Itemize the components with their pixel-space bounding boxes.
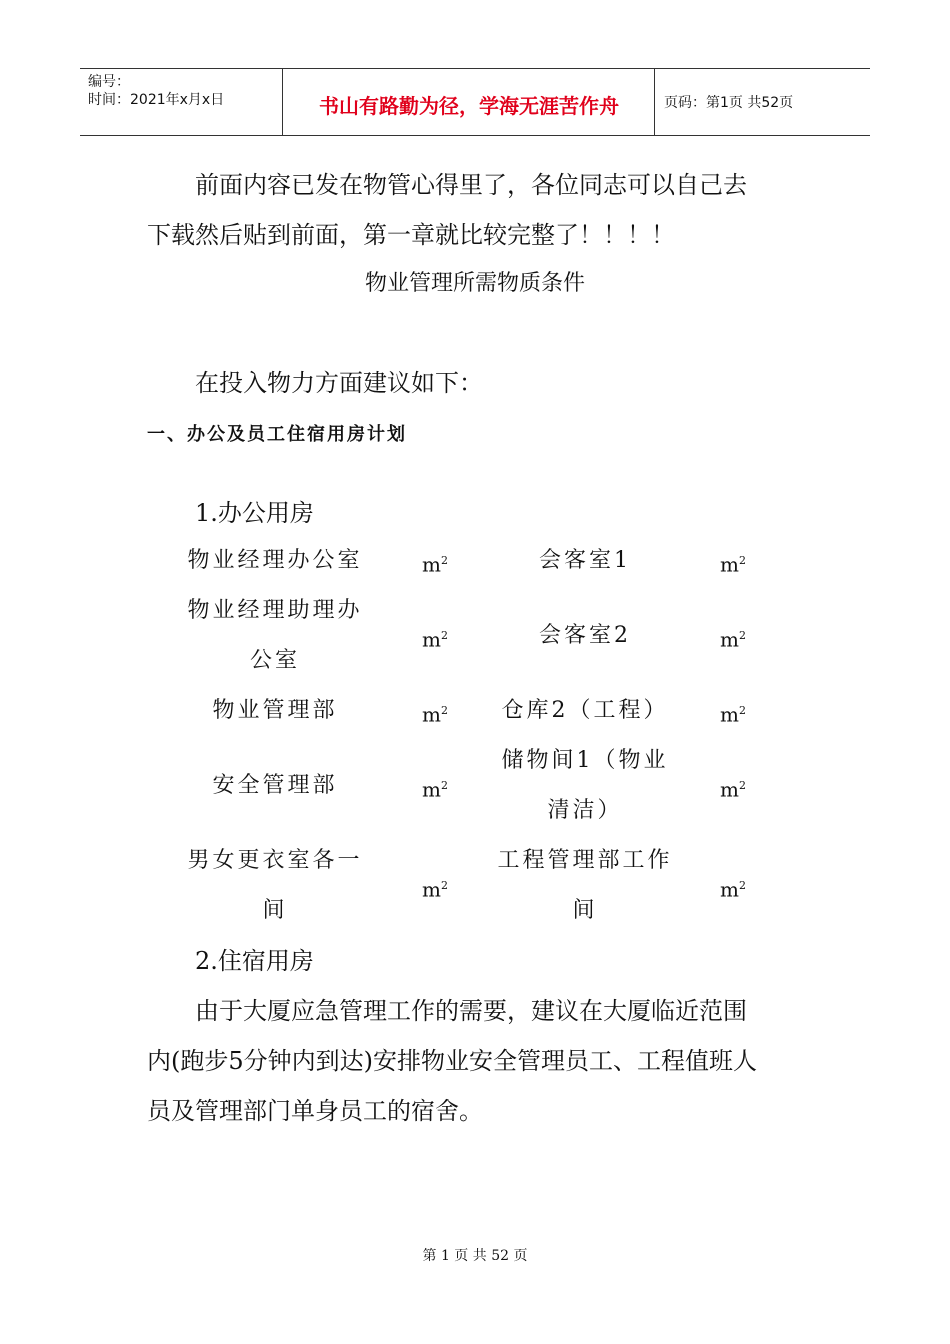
- office-room-name: 仓库2（工程）: [501, 698, 669, 723]
- area-unit: $m^2$: [720, 552, 746, 577]
- page-title: 物业管理所需物质条件: [364, 271, 585, 296]
- header-motto: 书山有路勤为径，学海无涯苦作舟: [319, 94, 619, 118]
- office-room-name: 储物间1（物业 清洁）: [501, 748, 669, 823]
- page-footer: 第 1 页 共 52 页: [422, 1248, 528, 1264]
- office-room-name: 物业经理助理办 公室: [187, 598, 363, 673]
- area-unit: $m^2$: [422, 552, 448, 577]
- intro-line-2: 下载然后贴到前面，第一章就比较完整了！！！！: [147, 221, 675, 249]
- office-room-name: 会客室2: [539, 623, 631, 648]
- document-time-label: 时间：2021年x月x日: [88, 92, 225, 108]
- area-unit: $m^2$: [720, 777, 746, 802]
- page-header: [80, 68, 870, 136]
- dorm-heading: 2.住宿用房: [195, 947, 314, 975]
- area-unit: $m^2$: [720, 702, 746, 727]
- area-unit: $m^2$: [720, 877, 746, 902]
- office-room-name: 物业经理办公室: [187, 548, 363, 573]
- intro-line-1: 前面内容已发在物管心得里了，各位同志可以自己去: [195, 171, 747, 199]
- office-heading: 1.办公用房: [195, 499, 314, 527]
- header-page-cell: [655, 69, 870, 135]
- section-heading: 一、办公及员工住宿用房计划: [147, 424, 407, 445]
- area-unit: $m^2$: [422, 777, 448, 802]
- dorm-line-3: 员及管理部门单身员工的宿舍。: [147, 1097, 483, 1125]
- header-motto-cell: [283, 69, 655, 135]
- header-page-number: 页码：第1页 共52页: [664, 95, 794, 111]
- office-room-name: 物业管理部: [212, 698, 338, 723]
- header-meta-cell: [80, 69, 283, 135]
- area-unit: $m^2$: [720, 627, 746, 652]
- suggestion-text: 在投入物力方面建议如下：: [195, 369, 483, 397]
- area-unit: $m^2$: [422, 702, 448, 727]
- office-room-name: 安全管理部: [212, 773, 338, 798]
- area-unit: $m^2$: [422, 877, 448, 902]
- office-room-name: 男女更衣室各一 间: [187, 848, 363, 923]
- office-room-name: 工程管理部工作 间: [497, 848, 673, 923]
- area-unit: $m^2$: [422, 627, 448, 652]
- office-room-name: 会客室1: [539, 548, 631, 573]
- dorm-line-1: 由于大厦应急管理工作的需要，建议在大厦临近范围: [195, 997, 747, 1025]
- dorm-line-2: 内(跑步5分钟内到达)安排物业安全管理员工、工程值班人: [147, 1047, 757, 1075]
- document-number-label: 编号：: [88, 74, 130, 90]
